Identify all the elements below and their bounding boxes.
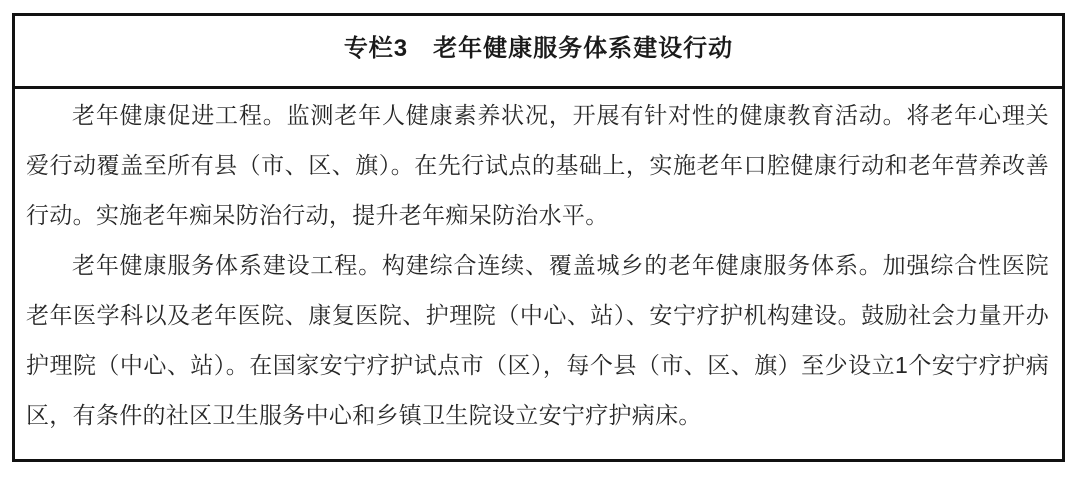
panel-body xyxy=(15,89,1062,440)
panel-header xyxy=(15,16,1062,89)
policy-column-box xyxy=(12,13,1065,462)
paragraph-health-promotion: 老年健康促进工程。监测老年人健康素养状况，开展有针对性的健康教育活动。将老年心理关爱行动覆盖至所有县（市、区、旗）。在先行试点的基础上，实施老年口腔健康行动和老年营养改善行动。实施老年痴呆防治行动，提升老年痴呆防治水平。 xyxy=(26,102,1049,228)
panel-title: 专栏3 老年健康服务体系建设行动 xyxy=(343,35,734,62)
paragraph-service-system: 老年健康服务体系建设工程。构建综合连续、覆盖城乡的老年健康服务体系。加强综合性医院老年医学科以及老年医院、康复医院、护理院（中心、站）、安宁疗护机构建设。鼓励社会力量开办护理院（中心、站）。在国家安宁疗护试点市（区），每个县（市、区、旗）至少设立1个安宁疗护病区，有条件的社区卫生服务中心和乡镇卫生院设立安宁疗护病床。 xyxy=(26,252,1049,428)
